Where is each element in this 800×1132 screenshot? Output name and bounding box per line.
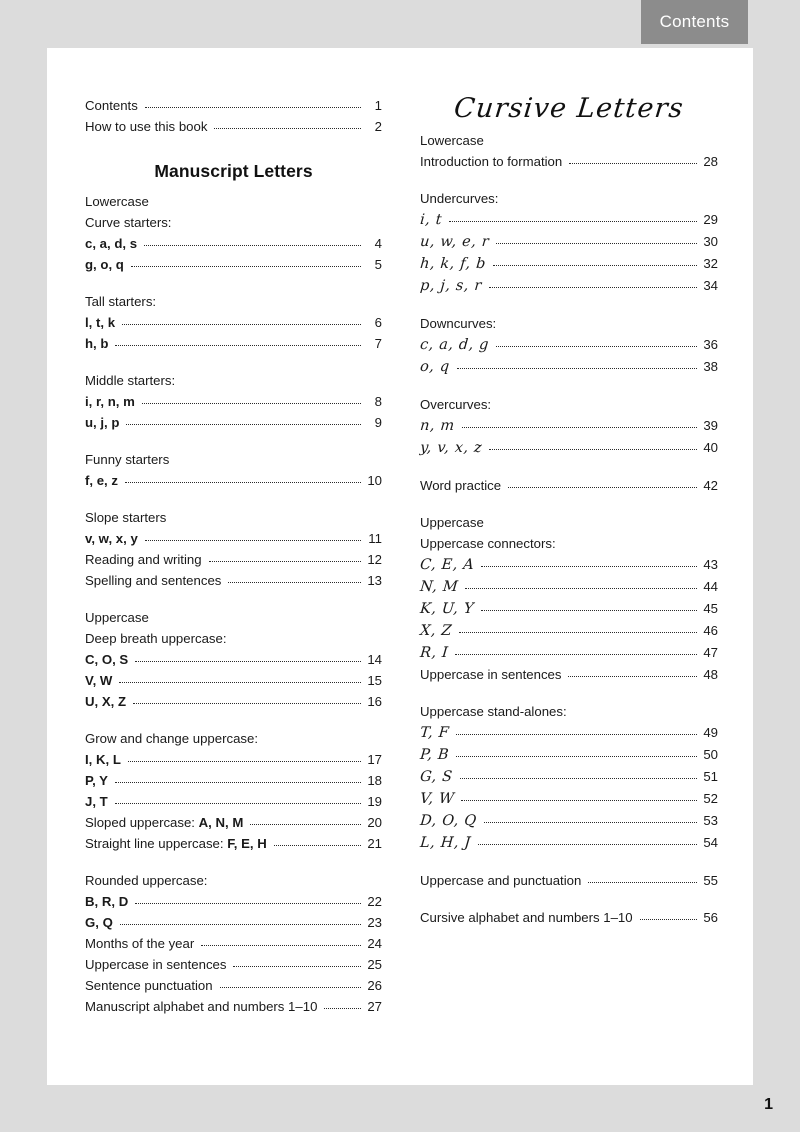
toc-leader-dots (640, 919, 697, 920)
page-sheet (47, 48, 753, 1085)
toc-entry-page: 55 (703, 873, 718, 888)
toc-leader-dots (449, 221, 697, 222)
toc-column-cursive (400, 48, 753, 1085)
spacer (420, 459, 718, 475)
toc-entry-page: 15 (367, 673, 382, 688)
toc-entry-page: 53 (703, 813, 718, 828)
toc-entry[interactable] (420, 475, 718, 496)
toc-entry-page: 11 (368, 531, 382, 546)
toc-leader-dots (214, 128, 361, 129)
toc-entry[interactable] (85, 749, 382, 770)
toc-entry-page: 22 (367, 894, 382, 909)
toc-entry[interactable] (420, 907, 718, 928)
toc-entry-label: Reading and writing (85, 552, 202, 567)
spacer (85, 354, 382, 370)
toc-entry-page: 2 (374, 119, 382, 134)
toc-entry[interactable] (420, 151, 718, 172)
toc-leader-dots (142, 403, 361, 404)
toc-entry[interactable] (420, 766, 718, 788)
toc-leader-dots (456, 734, 697, 735)
toc-entry-label: Uppercase and punctuation (420, 873, 582, 888)
toc-entry-label: Manuscript alphabet and numbers 1–10 (85, 999, 318, 1014)
toc-leader-dots (460, 778, 697, 779)
manuscript-letters-heading: Manuscript Letters (154, 161, 313, 181)
toc-entry[interactable] (85, 116, 382, 137)
toc-leader-dots (481, 610, 697, 611)
toc-entry-label: Spelling and sentences (85, 573, 222, 588)
toc-entry-label: B, R, D (85, 894, 129, 909)
toc-leader-dots (465, 588, 697, 589)
toc-entry-page: 45 (703, 601, 718, 616)
toc-entry-label: g, o, q (85, 257, 124, 272)
spacer (85, 591, 382, 607)
toc-group-subcaption: Uppercase connectors: (420, 536, 556, 551)
toc-entry-page: 46 (703, 623, 718, 638)
toc-group-subcaption: Funny starters (85, 452, 170, 467)
toc-leader-dots (126, 424, 361, 425)
toc-entry-label: L, H, J (419, 835, 472, 851)
toc-entry[interactable] (85, 691, 382, 712)
toc-entry-page: 20 (367, 815, 382, 830)
toc-leader-dots (131, 266, 361, 267)
spacer (85, 854, 382, 870)
toc-entry[interactable] (420, 209, 718, 231)
toc-leader-dots (569, 163, 697, 164)
toc-column-manuscript (47, 48, 400, 1085)
toc-entry-page: 56 (703, 910, 718, 925)
spacer (420, 297, 718, 313)
toc-entry[interactable] (420, 253, 718, 275)
toc-columns (47, 48, 753, 1085)
toc-entry[interactable] (85, 954, 382, 975)
toc-entry-page: 5 (374, 257, 382, 272)
toc-entry-label: h, b (85, 336, 109, 351)
toc-entry-label: Straight line uppercase: F, E, H (85, 836, 267, 851)
toc-entry[interactable] (420, 664, 718, 685)
toc-entry-page: 9 (374, 415, 382, 430)
toc-entry[interactable] (420, 275, 718, 297)
toc-leader-dots (508, 487, 697, 488)
toc-leader-dots (119, 682, 361, 683)
toc-entry-label: y, v, x, z (419, 440, 483, 456)
toc-entry-page: 7 (374, 336, 382, 351)
toc-entry-page: 36 (703, 337, 718, 352)
spacer (420, 496, 718, 512)
toc-leader-dots (455, 654, 697, 655)
toc-entry[interactable] (85, 470, 382, 491)
toc-group-subcaption: Undercurves: (420, 191, 499, 206)
toc-entry-page: 6 (374, 315, 382, 330)
toc-entry-page: 39 (703, 418, 718, 433)
toc-entry[interactable] (85, 996, 382, 1017)
toc-entry[interactable] (420, 832, 718, 854)
toc-entry[interactable] (420, 642, 718, 664)
toc-entry-label: C, E, A (419, 557, 476, 573)
toc-leader-dots (115, 803, 361, 804)
toc-entry-label: J, T (85, 794, 108, 809)
toc-entry-label: V, W (85, 673, 113, 688)
toc-entry-page: 40 (703, 440, 718, 455)
toc-entry-label: Months of the year (85, 936, 195, 951)
toc-entry-label: R, I (419, 645, 450, 661)
toc-entry-label: Sentence punctuation (85, 978, 213, 993)
toc-leader-dots (122, 324, 361, 325)
toc-entry-label: I, K, L (85, 752, 121, 767)
toc-entry-page: 43 (703, 557, 718, 572)
toc-entry[interactable] (85, 912, 382, 933)
toc-entry-label: i, r, n, m (85, 394, 135, 409)
toc-entry[interactable] (420, 744, 718, 766)
toc-entry[interactable] (85, 233, 382, 254)
toc-entry[interactable] (85, 333, 382, 354)
toc-group-subcaption: Slope starters (85, 510, 167, 525)
toc-entry-page: 47 (703, 645, 718, 660)
toc-entry-label: U, X, Z (85, 694, 127, 709)
toc-entry[interactable] (85, 670, 382, 691)
toc-entry[interactable] (420, 437, 718, 459)
toc-leader-dots (228, 582, 361, 583)
toc-entry[interactable] (420, 554, 718, 576)
toc-entry-label: u, j, p (85, 415, 120, 430)
toc-entry-page: 28 (703, 154, 718, 169)
toc-entry-page: 8 (374, 394, 382, 409)
toc-leader-dots (220, 987, 361, 988)
toc-entry-label: Introduction to formation (420, 154, 563, 169)
spacer (420, 378, 718, 394)
toc-leader-dots (462, 427, 697, 428)
toc-entry-label: i, t (419, 212, 443, 228)
toc-entry-page: 29 (703, 212, 718, 227)
toc-entry[interactable] (85, 549, 382, 570)
toc-entry-page: 49 (703, 725, 718, 740)
toc-entry-page: 12 (367, 552, 382, 567)
toc-entry-label: c, a, d, s (85, 236, 138, 251)
toc-entry-page: 27 (367, 999, 382, 1014)
toc-entry-label-emphasis: A, N, M (198, 815, 244, 830)
toc-leader-dots (489, 287, 697, 288)
toc-entry[interactable] (420, 415, 718, 437)
toc-entry-label-emphasis: F, E, H (227, 836, 267, 851)
spacer (420, 891, 718, 907)
toc-leader-dots (274, 845, 361, 846)
toc-entry-label: Sloped uppercase: A, N, M (85, 815, 244, 830)
toc-group-subcaption: Downcurves: (420, 316, 497, 331)
toc-leader-dots (209, 561, 361, 562)
toc-leader-dots (456, 756, 697, 757)
toc-entry[interactable] (420, 870, 718, 891)
toc-entry-label: D, O, Q (419, 813, 478, 829)
toc-entry[interactable] (420, 231, 718, 253)
toc-leader-dots (233, 966, 361, 967)
toc-entry[interactable] (85, 770, 382, 791)
toc-entry[interactable] (85, 933, 382, 954)
toc-group-caption: Uppercase (420, 515, 484, 530)
toc-leader-dots (496, 243, 697, 244)
toc-group-subcaption: Deep breath uppercase: (85, 631, 227, 646)
toc-entry[interactable] (85, 391, 382, 412)
spacer (85, 491, 382, 507)
toc-entry-page: 54 (703, 835, 718, 850)
spacer (85, 712, 382, 728)
toc-entry-page: 32 (703, 256, 718, 271)
toc-leader-dots (201, 945, 361, 946)
toc-entry-page: 13 (367, 573, 382, 588)
toc-leader-dots (145, 107, 361, 108)
toc-leader-dots (478, 844, 697, 845)
toc-entry-page: 30 (703, 234, 718, 249)
toc-entry[interactable] (420, 722, 718, 744)
toc-entry-label: o, q (419, 359, 451, 375)
contents-tab (641, 0, 748, 44)
toc-entry-label: Contents (85, 98, 138, 113)
toc-entry-page: 18 (367, 773, 382, 788)
toc-entry[interactable] (85, 570, 382, 591)
toc-leader-dots (115, 782, 361, 783)
spacer (85, 433, 382, 449)
toc-leader-dots (135, 661, 361, 662)
toc-leader-dots (457, 368, 697, 369)
toc-entry-label: h, k, f, b (419, 256, 487, 272)
toc-entry-page: 25 (367, 957, 382, 972)
toc-entry-label: Uppercase in sentences (85, 957, 227, 972)
toc-entry-page: 52 (703, 791, 718, 806)
toc-entry-page: 16 (367, 694, 382, 709)
toc-entry-label: N, M (419, 579, 459, 595)
toc-entry-page: 26 (367, 978, 382, 993)
toc-entry-label: P, Y (85, 773, 108, 788)
toc-entry-page: 38 (703, 359, 718, 374)
toc-leader-dots (133, 703, 361, 704)
toc-entry-label: P, B (419, 747, 450, 763)
toc-entry-page: 24 (367, 936, 382, 951)
toc-entry[interactable] (85, 649, 382, 670)
toc-leader-dots (115, 345, 361, 346)
toc-entry-label: T, F (419, 725, 450, 741)
contents-tab-label: Contents (659, 12, 730, 31)
toc-leader-dots (135, 903, 361, 904)
toc-group-subcaption: Grow and change uppercase: (85, 731, 259, 746)
toc-entry-page: 1 (374, 98, 382, 113)
toc-leader-dots (128, 761, 361, 762)
toc-group-subcaption: Curve starters: (85, 215, 172, 230)
toc-group-caption: Uppercase (85, 610, 149, 625)
toc-entry-label: u, w, e, r (419, 234, 490, 250)
toc-entry-page: 14 (367, 652, 382, 667)
toc-entry-label: G, Q (85, 915, 113, 930)
toc-entry-page: 51 (703, 769, 718, 784)
spacer (420, 854, 718, 870)
toc-entry[interactable] (420, 356, 718, 378)
page-number: 1 (764, 1096, 773, 1113)
toc-leader-dots (496, 346, 697, 347)
toc-leader-dots (568, 676, 697, 677)
toc-entry[interactable] (420, 598, 718, 620)
toc-entry-label: Uppercase in sentences (420, 667, 562, 682)
toc-entry[interactable] (85, 975, 382, 996)
toc-entry-label: Cursive alphabet and numbers 1–10 (420, 910, 633, 925)
toc-entry-label: n, m (419, 418, 456, 434)
toc-entry[interactable] (85, 833, 382, 854)
toc-entry-label: l, t, k (85, 315, 116, 330)
toc-entry[interactable] (420, 620, 718, 642)
toc-group-caption: Lowercase (85, 194, 149, 209)
toc-entry[interactable] (85, 412, 382, 433)
toc-entry-label: X, Z (419, 623, 453, 639)
toc-entry-label: v, w, x, y (85, 531, 138, 546)
toc-entry-label: p, j, s, r (419, 278, 483, 294)
toc-leader-dots (493, 265, 697, 266)
toc-entry-page: 17 (367, 752, 382, 767)
toc-group-subcaption: Tall starters: (85, 294, 157, 309)
toc-entry[interactable] (85, 312, 382, 333)
toc-entry-label: c, a, d, g (419, 337, 490, 353)
toc-entry-page: 23 (367, 915, 382, 930)
toc-entry-label: f, e, z (85, 473, 118, 488)
toc-leader-dots (250, 824, 361, 825)
toc-entry-page: 19 (367, 794, 382, 809)
toc-entry-page: 10 (367, 473, 382, 488)
toc-leader-dots (145, 540, 361, 541)
toc-group-subcaption: Overcurves: (420, 397, 492, 412)
toc-entry-page: 44 (703, 579, 718, 594)
spacer (420, 685, 718, 701)
toc-entry-page: 4 (374, 236, 382, 251)
toc-entry[interactable] (420, 576, 718, 598)
toc-leader-dots (489, 449, 697, 450)
toc-entry-label: K, U, Y (419, 601, 475, 617)
toc-entry-label: Word practice (420, 478, 502, 493)
toc-leader-dots (481, 566, 697, 567)
toc-entry-label: C, O, S (85, 652, 129, 667)
toc-group-subcaption: Rounded uppercase: (85, 873, 208, 888)
toc-entry[interactable] (85, 254, 382, 275)
toc-entry[interactable] (420, 810, 718, 832)
toc-leader-dots (125, 482, 361, 483)
spacer (420, 172, 718, 188)
toc-group-caption: Lowercase (420, 133, 484, 148)
toc-entry-page: 34 (703, 278, 718, 293)
toc-entry[interactable] (420, 334, 718, 356)
toc-entry[interactable] (85, 891, 382, 912)
toc-entry[interactable] (85, 812, 382, 833)
toc-group-subcaption: Middle starters: (85, 373, 176, 388)
cursive-letters-heading: Cursive Letters (452, 93, 686, 124)
toc-entry-label: V, W (419, 791, 456, 807)
toc-leader-dots (144, 245, 361, 246)
toc-entry[interactable] (420, 788, 718, 810)
toc-entry-page: 48 (703, 667, 718, 682)
toc-leader-dots (459, 632, 697, 633)
toc-entry-page: 50 (703, 747, 718, 762)
toc-entry-label: G, S (419, 769, 454, 785)
spacer (85, 275, 382, 291)
toc-leader-dots (324, 1008, 361, 1009)
toc-entry[interactable] (85, 95, 382, 116)
toc-entry[interactable] (85, 791, 382, 812)
toc-leader-dots (120, 924, 361, 925)
toc-entry-label: How to use this book (85, 119, 208, 134)
toc-leader-dots (588, 882, 697, 883)
toc-entry[interactable] (85, 528, 382, 549)
toc-leader-dots (461, 800, 697, 801)
toc-group-subcaption: Uppercase stand-alones: (420, 704, 567, 719)
toc-leader-dots (484, 822, 697, 823)
toc-entry-page: 21 (367, 836, 382, 851)
toc-entry-page: 42 (703, 478, 718, 493)
